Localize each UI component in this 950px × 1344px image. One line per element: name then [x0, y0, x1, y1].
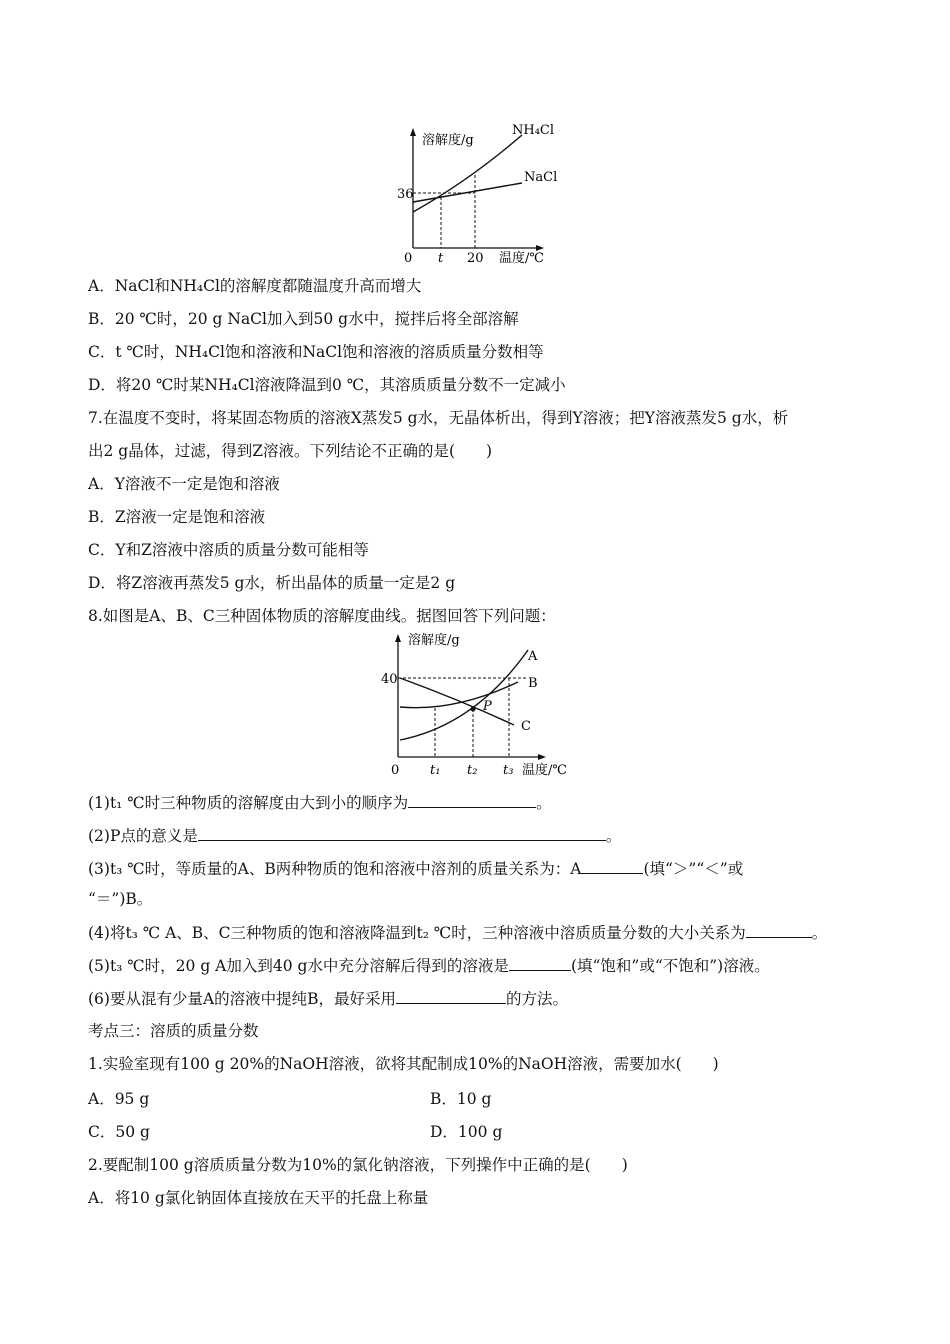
point-p [471, 707, 476, 712]
s3-q2-stem: 2.要配制100 g溶质质量分数为10%的氯化钠溶液，下列操作中正确的是( ) [88, 1156, 628, 1174]
chart2-ylabel: 溶解度/g [408, 633, 460, 648]
curve-b [400, 682, 518, 708]
q8-part5-text: (5)t₃ ℃时，20 g A加入到40 g水中充分溶解后得到的溶液是 [88, 957, 509, 975]
q8-part5-hint: (填“饱和”或“不饱和”)溶液。 [570, 957, 770, 975]
answer-blank-3[interactable] [581, 858, 643, 874]
answer-blank-4[interactable] [746, 922, 812, 938]
s3-q1-option-d: D．100 g [430, 1123, 503, 1141]
answer-blank-2[interactable] [198, 825, 606, 841]
chart2-xtick-t2: t₂ [467, 763, 478, 778]
s3-q1-option-a: A．95 g [88, 1090, 150, 1108]
chart2-xlabel: 温度/℃ [522, 763, 567, 778]
y-axis-arrow [410, 128, 416, 136]
q8-part3-hint: (填“＞”“＜”或 [643, 860, 744, 878]
chart1-xtick-20: 20 [467, 251, 484, 266]
q8-part1-period: 。 [536, 794, 552, 812]
q8-part4-period: 。 [811, 924, 828, 942]
s3-q2-option-a: A．将10 g氯化钠固体直接放在天平的托盘上称量 [88, 1189, 429, 1207]
q6-option-d: D．将20 ℃时某NH₄Cl溶液降温到0 ℃，其溶质质量分数不一定减小 [88, 376, 566, 394]
q8-part4 [88, 922, 827, 943]
s3-q1-stem: 1.实验室现有100 g 20%的NaOH溶液，欲将其配制成10%的NaOH溶液，需要加水( ) [88, 1055, 719, 1073]
q7-option-c: C．Y和Z溶液中溶质的质量分数可能相等 [88, 541, 369, 559]
chart1-ytick-36: 36 [397, 187, 414, 202]
q7-option-a: A．Y溶液不一定是饱和溶液 [88, 475, 280, 493]
answer-blank-5[interactable] [509, 955, 571, 971]
q6-option-b: B．20 ℃时，20 g NaCl加入到50 g水中，搅拌后将全部溶解 [88, 310, 519, 328]
chart2-xtick-t1: t₁ [430, 763, 441, 778]
q8-stem: 8.如图是A、B、C三种固体物质的溶解度曲线。据图回答下列问题： [88, 607, 556, 625]
q8-part1 [88, 792, 552, 813]
q8-part6-text: (6)要从混有少量A的溶液中提纯B，最好采用 [88, 990, 397, 1008]
q7-option-b: B．Z溶液一定是饱和溶液 [88, 508, 266, 526]
solubility-chart-2 [0, 630, 950, 780]
series-label-a: A [528, 649, 538, 664]
chart2-origin: 0 [391, 763, 400, 778]
chart1-xtick-t: t [438, 251, 444, 266]
q8-part6 [88, 988, 568, 1009]
y-axis-arrow [395, 634, 401, 642]
series-label-c: C [521, 719, 531, 734]
q8-part3-text: (3)t₃ ℃时，等质量的A、B两种物质的饱和溶液中溶剂的质量关系为：A [88, 860, 582, 878]
answer-blank-6[interactable] [396, 988, 506, 1004]
x-axis-arrow [538, 754, 546, 760]
s3-q1-option-b: B．10 g [430, 1090, 492, 1108]
chart2-ytick-40: 40 [381, 672, 398, 687]
q8-part3-cont: “＝”)B。 [88, 890, 153, 908]
chart1-origin: 0 [404, 251, 413, 266]
series-label-nh4cl: NH₄Cl [512, 123, 555, 138]
series-label-b: B [528, 676, 538, 691]
solubility-chart-1 [0, 0, 950, 275]
section-title: 考点三：溶质的质量分数 [88, 1022, 259, 1040]
s3-q1-option-c: C．50 g [88, 1123, 150, 1141]
q7-stem-1: 7.在温度不变时，将某固态物质的溶液X蒸发5 g水，无晶体析出，得到Y溶液；把Y溶液蒸发5 g水，析 [88, 409, 789, 427]
chart2-xtick-t3: t₃ [503, 763, 514, 778]
chart1-xlabel: 温度/℃ [499, 251, 544, 266]
q8-part2 [88, 825, 621, 846]
q8-part1-text: (1)t₁ ℃时三种物质的溶解度由大到小的顺序为 [88, 794, 409, 812]
q6-option-a: A．NaCl和NH₄Cl的溶解度都随温度升高而增大 [88, 277, 422, 295]
q7-stem-2: 出2 g晶体，过滤，得到Z溶液。下列结论不正确的是( ) [88, 442, 493, 460]
point-p-label: P [483, 699, 492, 714]
q8-part2-period: 。 [605, 827, 622, 845]
answer-blank-1[interactable] [408, 792, 536, 808]
series-label-nacl: NaCl [524, 170, 558, 185]
chart1-ylabel: 溶解度/g [422, 133, 474, 148]
q8-part4-text: (4)将t₃ ℃ A、B、C三种物质的饱和溶液降温到t₂ ℃时，三种溶液中溶质质量分数的大小关系为 [88, 924, 746, 942]
q8-part6-tail: 的方法。 [506, 990, 569, 1008]
q8-part5 [88, 955, 770, 976]
q8-part3 [88, 858, 743, 879]
q8-part2-text: (2)P点的意义是 [88, 827, 198, 845]
q7-option-d: D．将Z溶液再蒸发5 g水，析出晶体的质量一定是2 g [88, 574, 456, 592]
q6-option-c: C．t ℃时，NH₄Cl饱和溶液和NaCl饱和溶液的溶质质量分数相等 [88, 343, 544, 361]
